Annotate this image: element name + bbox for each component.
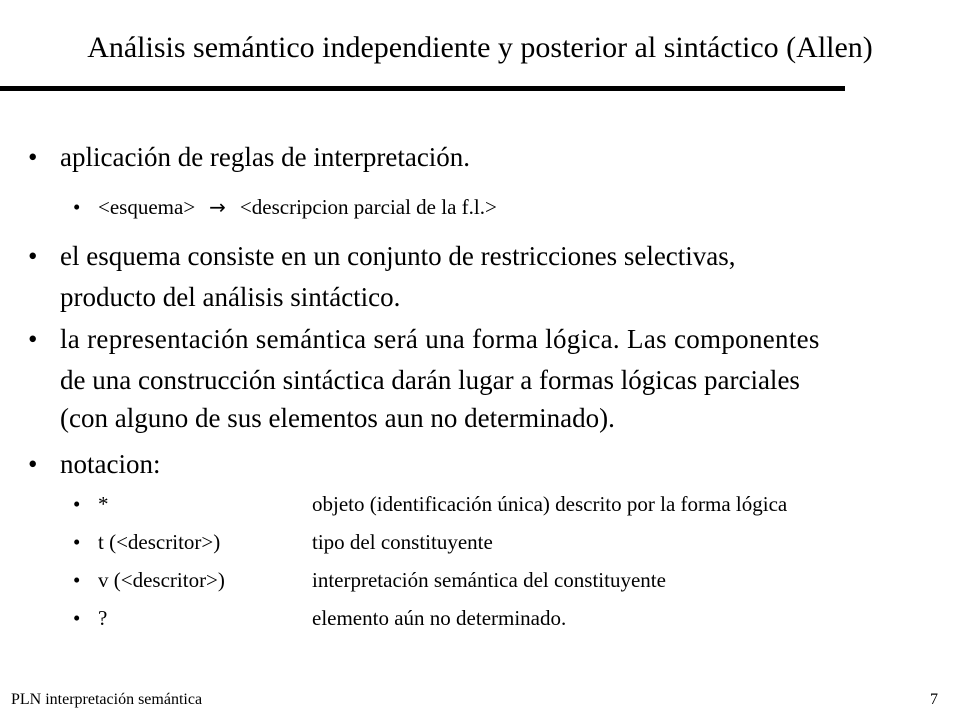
notation-symbol: * [98, 492, 109, 516]
notation-description: objeto (identificación única) descrito por la forma lógica [312, 492, 788, 516]
bullet-text-line-2: de una construcción sintáctica darán lugar a formas lógicas parciales [60, 365, 800, 395]
footer-page-number: 7 [930, 691, 938, 708]
notation-symbol: t (<descritor>) [98, 530, 221, 554]
bullet-text: aplicación de reglas de interpretación. [60, 142, 471, 172]
schema-right: <descripcion parcial de la f.l.> [239, 195, 497, 219]
bullet-icon: • [28, 142, 38, 172]
bullet-icon: • [28, 324, 38, 354]
bullet-icon: • [28, 449, 38, 479]
bullet-icon: • [73, 606, 81, 630]
slide-title: Análisis semántico independiente y posterior al sintáctico (Allen) [87, 31, 873, 64]
schema-left: <esquema> [98, 195, 196, 219]
footer-course-label: PLN interpretación semántica [11, 691, 203, 708]
right-arrow-icon: → [209, 195, 226, 219]
notation-description: elemento aún no determinado. [312, 606, 567, 630]
bullet-text-line-1: la representación semántica será una forma lógica. Las componentes [60, 324, 820, 354]
bullet-text-line-2: producto del análisis sintáctico. [60, 282, 401, 312]
notation-description: tipo del constituyente [312, 530, 493, 554]
rule-schema-text [98, 194, 497, 220]
bullet-icon: • [73, 195, 81, 219]
bullet-icon: • [28, 241, 38, 271]
bullet-text-line-1: el esquema consiste en un conjunto de restricciones selectivas, [60, 241, 736, 271]
notation-symbol: v (<descritor>) [98, 568, 225, 592]
notation-description: interpretación semántica del constituyente [312, 568, 666, 592]
bullet-text-line-3: (con alguno de sus elementos aun no determinado). [60, 403, 615, 433]
bullet-text: notacion: [60, 449, 161, 479]
bullet-icon: • [73, 492, 81, 516]
bullet-icon: • [73, 568, 81, 592]
bullet-icon: • [73, 530, 81, 554]
notation-symbol: ? [98, 606, 108, 630]
